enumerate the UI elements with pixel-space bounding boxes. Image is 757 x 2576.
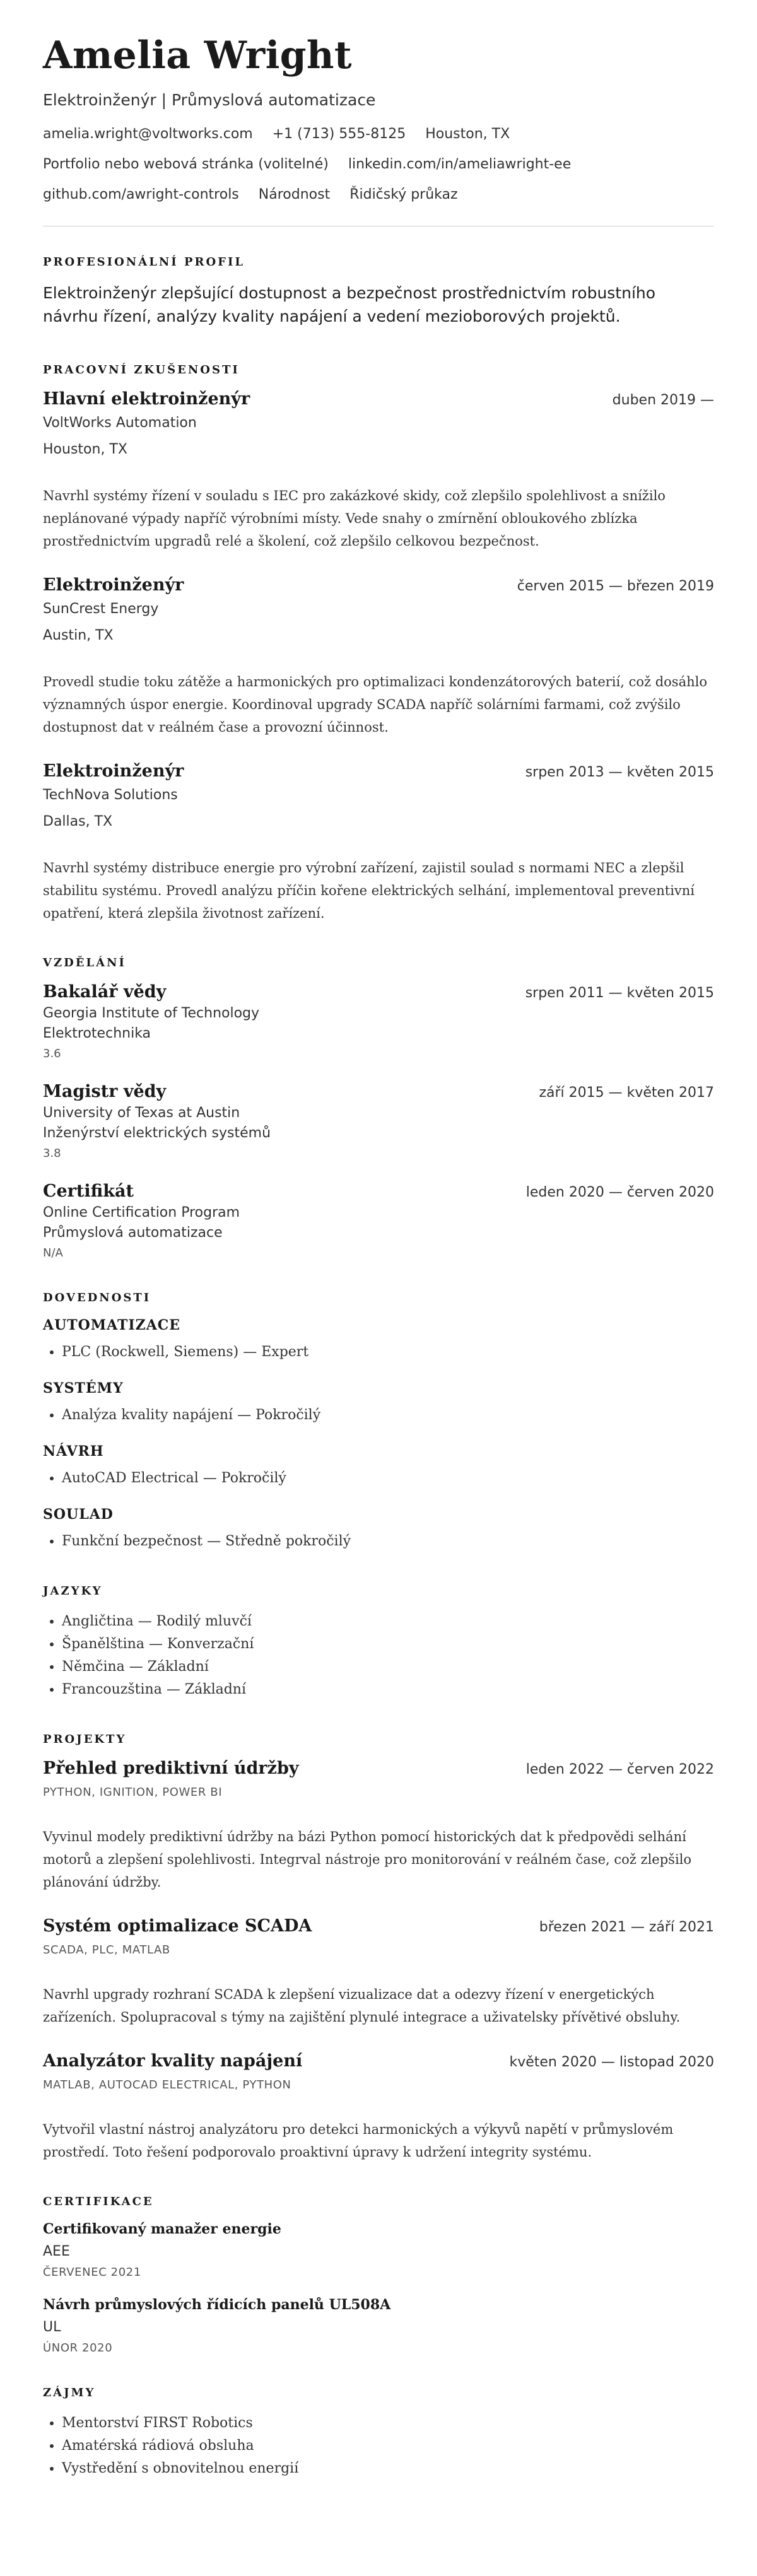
email-link[interactable]: amelia.wright@voltworks.com bbox=[43, 126, 253, 142]
job-role: Elektroinženýr bbox=[43, 761, 184, 781]
project-description: Vytvořil vlastní nástroj analyzátoru pro detekci harmonických a výkyvů napětí v průmyslovém prostředí. Toto řešení podporovalo proaktivní úpravy k udržení integrity systému. bbox=[43, 2122, 674, 2160]
phone-number: +1 (713) 555-8125 bbox=[272, 126, 406, 142]
project-entry bbox=[43, 1916, 714, 2029]
linkedin-link[interactable]: linkedin.com/in/ameliawright-ee bbox=[348, 156, 572, 172]
skill-category: SYSTÉMY bbox=[43, 1380, 124, 1396]
project-entry bbox=[43, 2051, 714, 2163]
section-title: PRACOVNÍ ZKUŠENOSTI bbox=[43, 363, 240, 377]
skill-item: • Funkční bezpečnost — Středně pokročilý bbox=[62, 1530, 714, 1553]
school: Georgia Institute of Technology bbox=[43, 1005, 260, 1021]
interest-item: • Amatérská rádiová obsluha bbox=[62, 2435, 714, 2457]
job-location: Austin, TX bbox=[43, 628, 114, 643]
language-item: • Němčina — Základní bbox=[62, 1656, 714, 1678]
project-date: březen 2021 — září 2021 bbox=[539, 1919, 714, 1935]
job-date: srpen 2013 — květen 2015 bbox=[525, 764, 714, 780]
school: University of Texas at Austin bbox=[43, 1105, 240, 1121]
project-date: leden 2022 — červen 2022 bbox=[525, 1762, 714, 1777]
gpa: 3.8 bbox=[43, 1147, 61, 1160]
degree: Certifikát bbox=[43, 1181, 134, 1201]
location: Houston, TX bbox=[425, 126, 510, 142]
language-item: • Francouzština — Základní bbox=[62, 1678, 714, 1701]
section-title: PROJEKTY bbox=[43, 1733, 127, 1746]
interest-item: • Mentorství FIRST Robotics bbox=[62, 2412, 714, 2435]
skill-item: • Analýza kvality napájení — Pokročilý bbox=[62, 1404, 714, 1427]
project-description: Navrhl upgrady rozhraní SCADA k zlepšení vizualizace dat a odezvy řízení v energetických zařízeních. Spolupracoval s týmy na zajištění plynulé integrace a uživatelsky přívětivé obsluhy. bbox=[43, 1987, 681, 2025]
language-item: • Španělština — Konverzační bbox=[62, 1633, 714, 1656]
job-description: Provedl studie toku zátěže a harmonických pro optimalizaci kondenzátorových baterií, což dosáhlo významných úspor energie. Koordinoval upgrady SCADA napříč solárními farmami, což zvýšilo dostupnost dat v reálném čase a provozní účinnost. bbox=[43, 674, 707, 735]
section-title: PROFESIONÁLNÍ PROFIL bbox=[43, 255, 245, 269]
job-role: Elektroinženýr bbox=[43, 575, 184, 595]
gpa: 3.6 bbox=[43, 1047, 61, 1060]
candidate-name: Amelia Wright bbox=[43, 33, 352, 78]
skill-category: AUTOMATIZACE bbox=[43, 1317, 181, 1333]
skill-group bbox=[43, 1506, 714, 1553]
job-company: TechNova Solutions bbox=[43, 787, 178, 803]
skill-group bbox=[43, 1380, 714, 1427]
skill-item: • AutoCAD Electrical — Pokročilý bbox=[62, 1467, 714, 1490]
interest-item: • Vystředění s obnovitelnou energií bbox=[62, 2457, 714, 2480]
education-entry bbox=[43, 1082, 714, 1160]
education-entry bbox=[43, 982, 714, 1060]
education-date: září 2015 — květen 2017 bbox=[539, 1085, 714, 1101]
job-location: Houston, TX bbox=[43, 442, 127, 457]
skill-item: • PLC (Rockwell, Siemens) — Expert bbox=[62, 1341, 714, 1364]
profile-summary: Elektroinženýr zlepšující dostupnost a bezpečnost prostřednictvím robustního návrhu řízení, analýzy kvality napájení a vedení mezioborových projektů. bbox=[43, 284, 656, 325]
portfolio-link[interactable]: Portfolio nebo webová stránka (volitelné) bbox=[43, 156, 329, 172]
gpa: N/A bbox=[43, 1246, 63, 1260]
education-date: leden 2020 — červen 2020 bbox=[525, 1185, 714, 1200]
project-description: Vyvinul modely prediktivní údržby na bázi Python pomocí historických dat k předpovědi selhání motorů a zlepšení spolehlivosti. Integrval nástroje pro monitorování v reálném čase, což zlepšilo plánování údržby. bbox=[43, 1829, 692, 1890]
projects-section bbox=[43, 1733, 714, 2163]
skill-group bbox=[43, 1443, 714, 1490]
github-link[interactable]: github.com/awright-controls bbox=[43, 187, 239, 202]
contact-line bbox=[43, 187, 714, 203]
section-title: VZDĚLÁNÍ bbox=[43, 956, 126, 969]
education-section bbox=[43, 956, 714, 1260]
project-tech: MATLAB, AUTOCAD ELECTRICAL, PYTHON bbox=[43, 2078, 291, 2092]
section-title: ZÁJMY bbox=[43, 2386, 96, 2399]
certification-entry bbox=[43, 2297, 714, 2355]
project-name: Analyzátor kvality napájení bbox=[43, 2051, 303, 2071]
certification-issuer: UL bbox=[43, 2319, 61, 2335]
job-entry bbox=[43, 389, 714, 553]
job-entry bbox=[43, 761, 714, 925]
job-date: duben 2019 — bbox=[612, 392, 714, 408]
headline: Elektroinženýr | Průmyslová automatizace bbox=[43, 91, 376, 109]
project-tech: PYTHON, IGNITION, POWER BI bbox=[43, 1786, 223, 1799]
experience-section bbox=[43, 363, 714, 925]
certification-name: Návrh průmyslových řídicích panelů UL508A bbox=[43, 2297, 391, 2313]
interests-section bbox=[43, 2386, 714, 2480]
resume-header bbox=[43, 33, 714, 203]
education-entry bbox=[43, 1181, 714, 1260]
certification-name: Certifikovaný manažer energie bbox=[43, 2221, 281, 2237]
field-of-study: Inženýrství elektrických systémů bbox=[43, 1125, 271, 1141]
job-company: SunCrest Energy bbox=[43, 601, 159, 617]
certifications-section bbox=[43, 2195, 714, 2355]
project-entry bbox=[43, 1759, 714, 1894]
skill-group bbox=[43, 1317, 714, 1364]
languages-section bbox=[43, 1584, 714, 1701]
language-item: • Angličtina — Rodilý mluvčí bbox=[62, 1610, 714, 1633]
certification-entry bbox=[43, 2221, 714, 2279]
field-of-study: Elektrotechnika bbox=[43, 1026, 151, 1041]
project-tech: SCADA, PLC, MATLAB bbox=[43, 1943, 170, 1957]
project-name: Přehled prediktivní údržby bbox=[43, 1759, 299, 1778]
school: Online Certification Program bbox=[43, 1205, 240, 1221]
job-role: Hlavní elektroinženýr bbox=[43, 389, 250, 409]
section-title: JAZYKY bbox=[43, 1584, 103, 1598]
job-entry bbox=[43, 575, 714, 739]
skill-category: NÁVRH bbox=[43, 1443, 104, 1460]
certification-date: ČERVENEC 2021 bbox=[43, 2266, 141, 2279]
drivers-license: Řidičský průkaz bbox=[349, 187, 458, 202]
skill-category: SOULAD bbox=[43, 1506, 114, 1523]
job-date: červen 2015 — březen 2019 bbox=[517, 578, 714, 594]
contact-line bbox=[43, 156, 714, 173]
profile-section bbox=[43, 255, 714, 328]
contact-line bbox=[43, 126, 714, 143]
section-title: CERTIFIKACE bbox=[43, 2195, 154, 2208]
field-of-study: Průmyslová automatizace bbox=[43, 1225, 223, 1241]
degree: Magistr vědy bbox=[43, 1082, 167, 1101]
certification-issuer: AEE bbox=[43, 2244, 70, 2259]
job-location: Dallas, TX bbox=[43, 814, 113, 829]
degree: Bakalář vědy bbox=[43, 982, 167, 1002]
certification-date: ÚNOR 2020 bbox=[43, 2341, 113, 2355]
job-description: Navrhl systémy řízení v souladu s IEC pro zakázkové skidy, což zlepšilo spolehlivost a snížilo neplánované výpady napříč výrobními místy. Vede snahy o zmírnění obloukového zblízka prostřednictvím upgradů relé a školení, což zlepšilo celkovou bezpečnost. bbox=[43, 488, 666, 549]
skills-section bbox=[43, 1291, 714, 1553]
section-title: DOVEDNOSTI bbox=[43, 1291, 151, 1304]
project-date: květen 2020 — listopad 2020 bbox=[509, 2054, 714, 2070]
project-name: Systém optimalizace SCADA bbox=[43, 1916, 312, 1936]
job-description: Navrhl systémy distribuce energie pro výrobní zařízení, zajistil soulad s normami NEC a zlepšil stabilitu systému. Provedl analýzu příčin kořene elektrických selhání, implementoval preventivní opatření, která zlepšila životnost zařízení. bbox=[43, 860, 695, 921]
job-company: VoltWorks Automation bbox=[43, 415, 197, 431]
education-date: srpen 2011 — květen 2015 bbox=[525, 985, 714, 1001]
nationality: Národnost bbox=[258, 187, 331, 202]
